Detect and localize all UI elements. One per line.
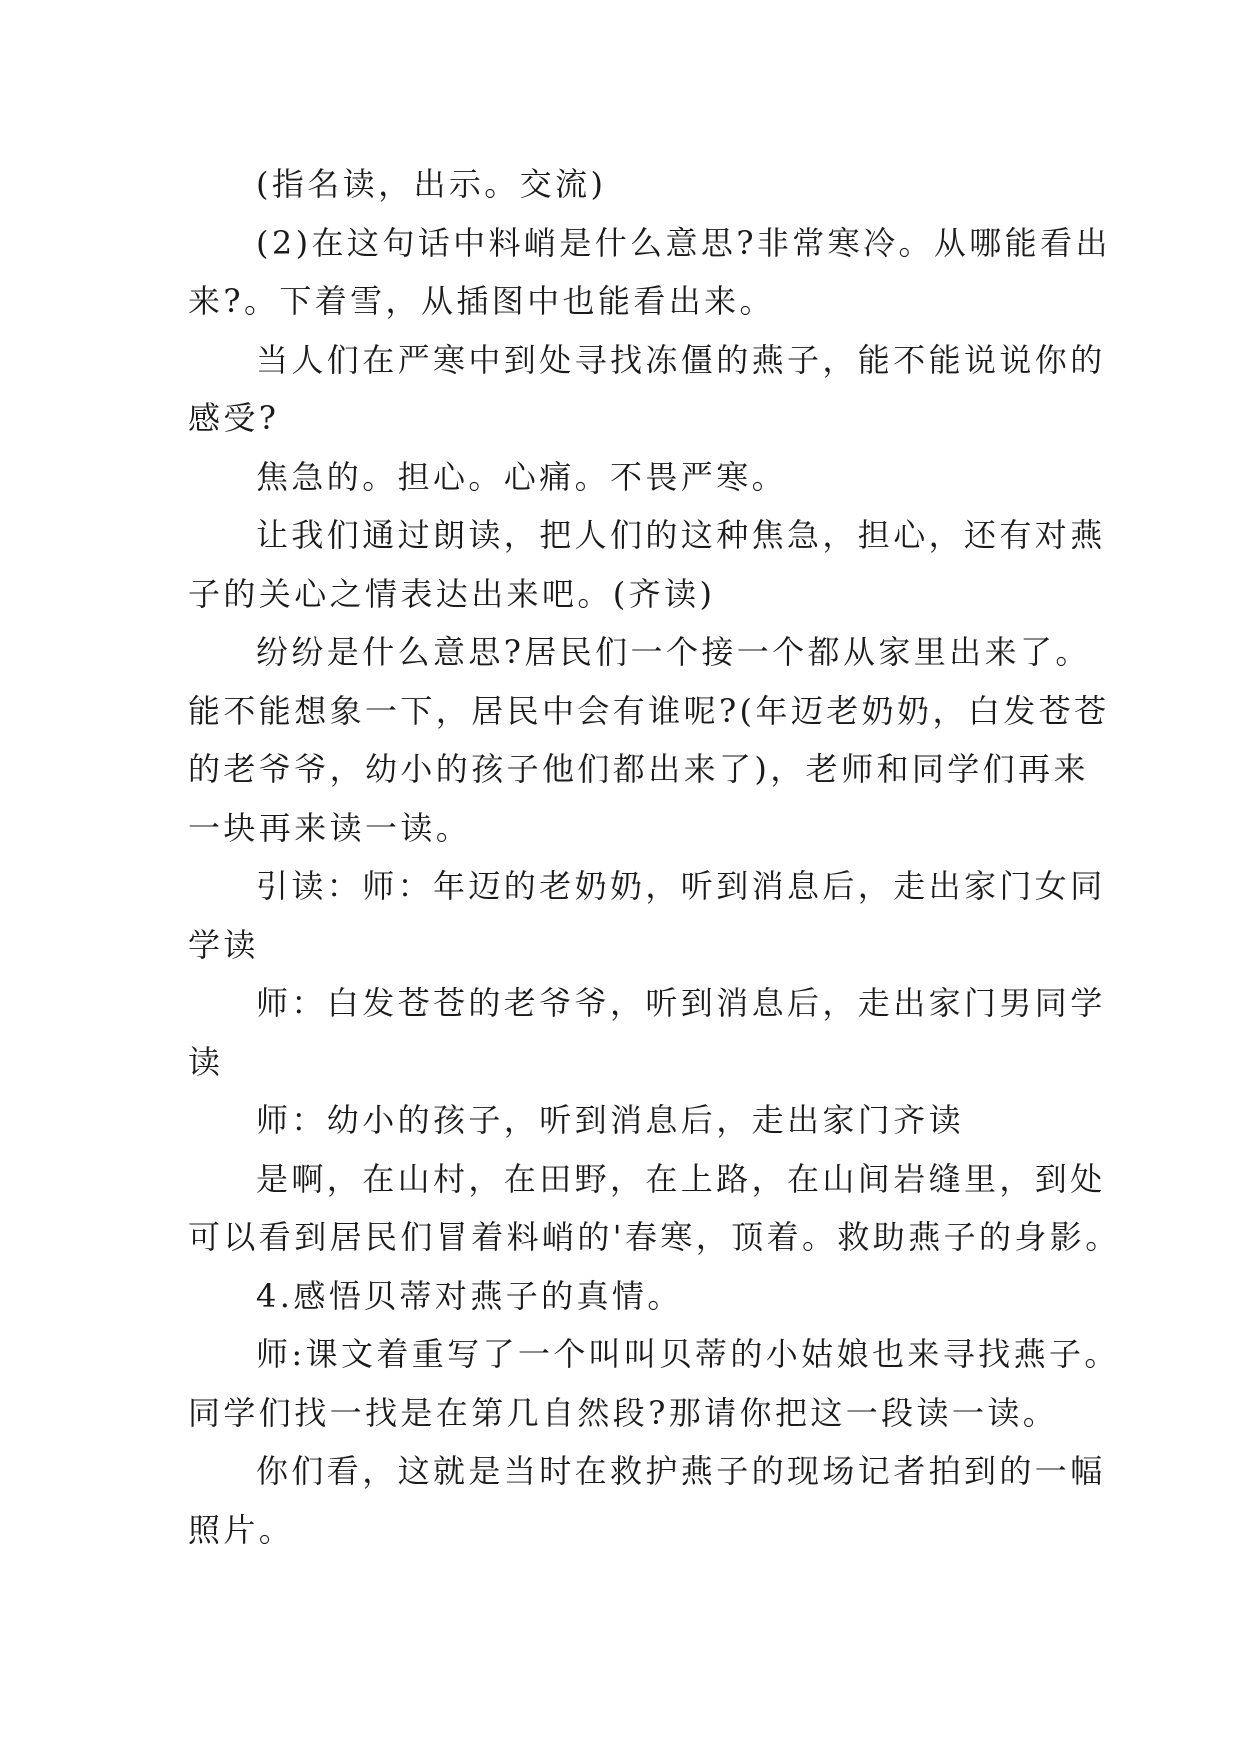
text-line: 可以看到居民们冒着料峭的'春寒，顶着。救助燕子的身影。 bbox=[188, 1218, 1121, 1256]
text-line: 纷纷是什么意思?居民们一个接一个都从家里出来了。 bbox=[256, 633, 1091, 671]
paragraph bbox=[188, 1267, 1078, 1326]
text-line: 同学们找一找是在第几自然段?那请你把这一段读一读。 bbox=[188, 1393, 1059, 1432]
text-line: 的老爷爷，幼小的孩子他们都出来了)，老师和同学们再来 bbox=[188, 750, 1089, 788]
paragraph bbox=[188, 214, 1111, 331]
text-line: 引读：师：年迈的老奶奶，听到消息后，走出家门女同 bbox=[256, 867, 1106, 905]
paragraph bbox=[188, 1091, 1078, 1150]
text-line: 是啊，在山村，在田野，在上路，在山间岩缝里，到处 bbox=[256, 1159, 1106, 1198]
text-line: 子的关心之情表达出来吧。(齐读) bbox=[188, 574, 716, 613]
text-line: (2)在这句话中料峭是什么意思?非常寒冷。从哪能看出 bbox=[256, 223, 1111, 262]
text-line: 来?。下着雪，从插图中也能看出来。 bbox=[188, 282, 775, 320]
paragraph bbox=[188, 1442, 1106, 1559]
paragraph bbox=[188, 1325, 1120, 1442]
paragraph bbox=[188, 857, 1106, 974]
text-line: 当人们在严寒中到处寻找冻僵的燕子，能不能说说你的 bbox=[256, 340, 1106, 379]
text-line: 你们看，这就是当时在救护燕子的现场记者拍到的一幅 bbox=[256, 1452, 1106, 1490]
paragraph bbox=[188, 506, 1106, 623]
text-line: 让我们通过朗读，把人们的这种焦急，担心，还有对燕 bbox=[256, 516, 1106, 554]
text-line: 师:课文着重写了一个叫叫贝蒂的小姑娘也来寻找燕子。 bbox=[256, 1335, 1120, 1373]
text-line: (指名读，出示。交流) bbox=[256, 165, 607, 203]
paragraph bbox=[188, 1150, 1121, 1267]
text-line: 4.感悟贝蒂对燕子的真情。 bbox=[256, 1276, 683, 1315]
text-line: 感受? bbox=[188, 399, 280, 437]
paragraph bbox=[188, 623, 1110, 857]
document-body bbox=[188, 155, 1121, 1559]
paragraph bbox=[188, 974, 1106, 1091]
text-line: 一块再来读一读。 bbox=[188, 808, 472, 847]
text-line: 师：白发苍苍的老爷爷，听到消息后，走出家门男同学 bbox=[256, 984, 1106, 1022]
paragraph bbox=[188, 331, 1106, 448]
text-line: 师：幼小的孩子，听到消息后，走出家门齐读 bbox=[256, 1101, 965, 1139]
text-line: 照片。 bbox=[188, 1510, 295, 1549]
text-line: 能不能想象一下，居民中会有谁呢?(年迈老奶奶，白发苍苍 bbox=[188, 691, 1110, 730]
text-line: 学读 bbox=[188, 925, 259, 964]
text-line: 焦急的。担心。心痛。不畏严寒。 bbox=[256, 457, 788, 496]
paragraph bbox=[188, 155, 1078, 214]
paragraph bbox=[188, 448, 1078, 507]
text-line: 读 bbox=[188, 1042, 224, 1081]
